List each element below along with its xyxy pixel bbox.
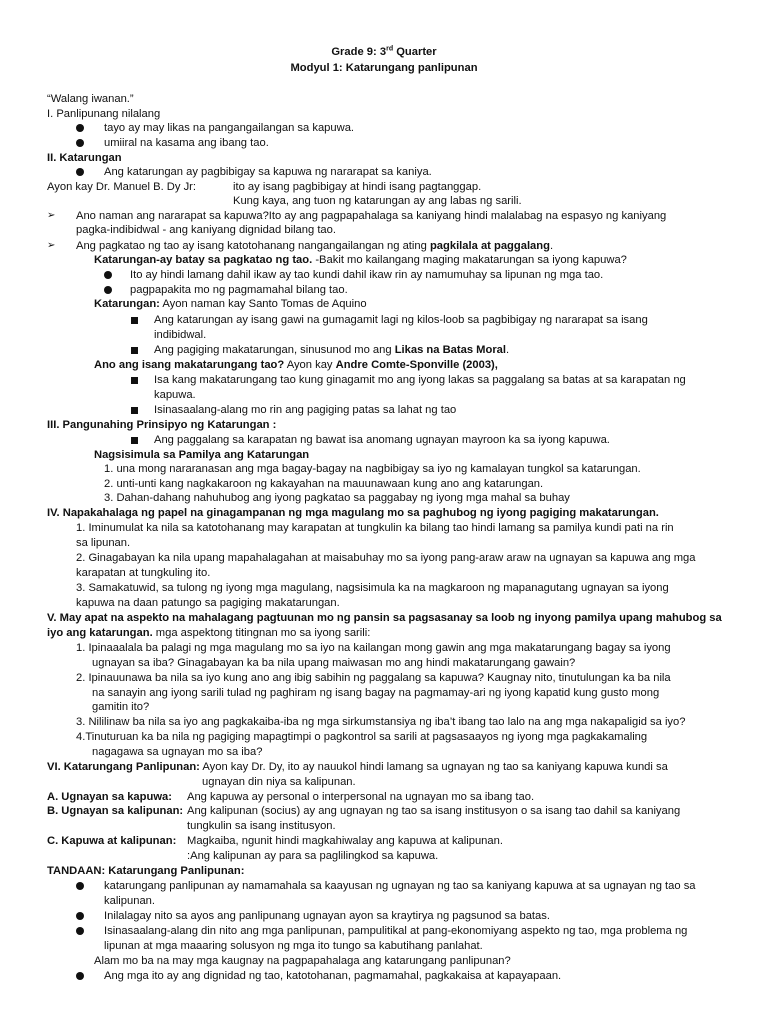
sub-heading: Katarungan-ay batay sa pagkatao ng tao. -Bakit mo kailangang maging makatarungan sa iyong kapuwa?: [94, 254, 627, 266]
section-6-heading-continued: ugnayan din niya sa kalipunan.: [202, 776, 356, 788]
list-item: katarungang panlipunan ay namamahala sa kaayusan ng ugnayan ng tao sa kaniyang kapuwa at sa ugnayan ng tao sa: [104, 880, 696, 892]
dy-label: Ayon kay Dr. Manuel B. Dy Jr:: [47, 181, 197, 193]
list-item: 1. Iminumulat ka nila sa katotohanang may karapatan at tungkulin ka bilang tao hindi lamang sa pamilya kundi pati na rin: [76, 522, 674, 534]
bullet-icon: [76, 136, 84, 151]
intro-quote: “Walang iwanan.”: [47, 93, 134, 105]
list-item: Ito ay hindi lamang dahil ikaw ay tao kundi dahil ikaw rin ay namumuhay sa lipunan ng mga tao.: [130, 269, 604, 281]
square-bullet-icon: [131, 433, 138, 448]
sub-heading: Katarungan: Ayon naman kay Santo Tomas de Aquino: [94, 298, 367, 310]
section-1-heading: I. Panlipunang nilalang: [47, 108, 161, 120]
list-item: 3. Dahan-dahang nahuhubog ang iyong pagkatao sa paggabay ng iyong mga mahal sa buhay: [104, 492, 570, 504]
list-item: 2. unti-unti kang nagkakaroon ng kakayahan na mauunawaan kung ano ang katarungan.: [104, 478, 544, 490]
sub-heading: Nagsisimula sa Pamilya ang Katarungan: [94, 449, 310, 461]
bullet-icon: [76, 924, 84, 939]
list-item: 2. Ipinauunawa ba nila sa iyo kung ano ang ibig sabihin ng paggalang sa kapuwa? Kaugnay nito, tinutulungan ka ba nila: [76, 672, 671, 684]
list-item: pagpapakita mo ng pagmamahal bilang tao.: [130, 284, 348, 296]
square-bullet-icon: [131, 343, 138, 358]
sub-heading: Ano ang isang makatarungang tao? Ayon kay Andre Comte-Sponville (2003),: [94, 359, 498, 371]
section-2-heading: II. Katarungan: [47, 152, 122, 164]
tandaan-heading: TANDAAN: Katarungang Panlipunan:: [47, 865, 245, 877]
arrow-bullet-icon: ➢: [47, 240, 56, 251]
term-definition: Ang kapuwa ay personal o interpersonal na ugnayan mo sa ibang tao.: [187, 791, 535, 803]
list-item-continued: lipunan at mga maaaring solusyon ng mga ito tungo sa kabutihang panlahat.: [104, 940, 483, 952]
bullet-icon: [76, 879, 84, 894]
list-item-continued: ugnayan sa iba? Ginagabayan ka ba nila upang maiwasan mo ang hindi makatarungang gawain?: [92, 657, 576, 669]
list-item: Inilalagay nito sa ayos ang panlipunang ugnayan ayon sa kraytirya ng pagsunod sa batas.: [104, 910, 550, 922]
list-item: 4.Tinuturuan ka ba nila ng pagiging mapagtimpi o pagkontrol sa sarili at pagsasaayos ng iyong mga pagkakamaling: [76, 731, 648, 743]
list-item-continued: karapatan at tungkuling ito.: [76, 567, 211, 579]
question-text: Alam mo ba na may mga kaugnay na pagpapahalaga ang katarungang panlipunan?: [94, 955, 511, 967]
list-item: 2. Ginagabayan ka nila upang mapahalagahan at maisabuhay mo sa iyong pang-araw araw na ugnayan sa kapuwa ang mga: [76, 552, 696, 564]
list-item: Ang paggalang sa karapatan ng bawat isa anomang ugnayan mayroon ka sa iyong kapuwa.: [154, 434, 610, 446]
list-item-continued: kapuwa na daan patungo sa pagiging makatarungan.: [76, 597, 340, 609]
list-item-continued: pagka-indibidwal - ang kaniyang dignidad bilang tao.: [76, 224, 336, 236]
list-item: Isa kang makatarungang tao kung ginagamit mo ang iyong lakas sa paggalang sa batas at sa karapatan ng: [154, 374, 686, 386]
list-item: 3. Samakatuwid, sa tulong ng iyong mga magulang, nagsisimula ka na magkaroon ng mapanagutang ugnayan sa iyong: [76, 582, 669, 594]
term-label: A. Ugnayan sa kapuwa:: [47, 791, 172, 803]
term-definition: tungkulin sa isang institusyon.: [187, 820, 336, 832]
list-item: Ang katarungan ay isang gawi na gumagamit lagi ng kilos-loob sa pagbibigay ng nararapat sa isang: [154, 314, 648, 326]
document-title: Modyul 1: Katarungang panlipunan: [290, 62, 478, 74]
list-item: Ano naman ang nararapat sa kapuwa?Ito ay ang pagpapahalaga sa kaniyang hindi malalabag na espasyo ng kaniyang: [76, 210, 667, 222]
bullet-icon: [104, 268, 112, 283]
list-item: 1. una mong nararanasan ang mga bagay-bagay na nagbibigay sa iyo ng kamalayan tungkol sa katarungan.: [104, 463, 641, 475]
section-3-heading: III. Pangunahing Prinsipyo ng Katarungan :: [47, 419, 277, 431]
square-bullet-icon: [131, 313, 138, 328]
section-5-heading: V. May apat na aspekto na mahalagang pagtuunan mo ng pansin sa pagsasanay sa loob ng inyong pamilya upang mahubog sa: [47, 612, 722, 624]
list-item-continued: kapuwa.: [154, 389, 196, 401]
document-grade-heading: Grade 9: 3rd Quarter: [331, 45, 437, 58]
section-6-heading: VI. Katarungang Panlipunan: Ayon kay Dr. Dy, ito ay nauukol hindi lamang sa ugnayan ng tao sa kaniyang kapuwa kundi sa: [47, 761, 668, 773]
dy-text: ito ay isang pagbibigay at hindi isang pagtanggap.: [233, 181, 482, 193]
arrow-bullet-icon: ➢: [47, 210, 56, 221]
term-definition: :Ang kalipunan ay para sa paglilingkod sa kapuwa.: [187, 850, 439, 862]
list-item: Isinasaalang-alang din nito ang mga panlipunan, pampulitikal at pang-ekonomiyang aspekto ng tao, mga problema ng: [104, 925, 688, 937]
section-5-heading-continued: iyo ang katarungan. mga aspektong titingnan mo sa iyong sarili:: [47, 627, 371, 639]
list-item: Isinasaalang-alang mo rin ang pagiging patas sa lahat ng tao: [154, 404, 457, 416]
list-item: umiiral na kasama ang ibang tao.: [104, 137, 269, 149]
list-item: 1. Ipinaaalala ba palagi ng mga magulang mo sa iyo na kailangan mong gawin ang mga makatarungang bagay sa iyong: [76, 642, 671, 654]
term-definition: Ang kalipunan (socius) ay ang ugnayan ng tao sa isang institusyon o sa isang tao dahil sa kaniyang: [187, 805, 681, 817]
bullet-icon: [76, 121, 84, 136]
list-item: Ang pagkatao ng tao ay isang katotohanang nangangailangan ng ating pagkilala at paggalang.: [76, 240, 554, 252]
bullet-icon: [104, 283, 112, 298]
section-4-heading: IV. Napakahalaga ng papel na ginagampanan ng mga magulang mo sa paghubog ng iyong pagiging makatarungan.: [47, 507, 659, 519]
term-definition: Magkaiba, ngunit hindi magkahiwalay ang kapuwa at kalipunan.: [187, 835, 503, 847]
list-item: Ang mga ito ay ang dignidad ng tao, katotohanan, pagmamahal, pagkakaisa at kapayapaan.: [104, 970, 562, 982]
list-item-continued: kalipunan.: [104, 895, 156, 907]
list-item-continued: nagagawa sa ugnayan mo sa iba?: [92, 746, 263, 758]
list-item-continued: sa lipunan.: [76, 537, 131, 549]
term-label: B. Ugnayan sa kalipunan:: [47, 805, 184, 817]
list-item-continued: indibidwal.: [154, 329, 207, 341]
bullet-icon: [76, 969, 84, 984]
square-bullet-icon: [131, 373, 138, 388]
list-item: Ang pagiging makatarungan, sinusunod mo ang Likas na Batas Moral.: [154, 344, 510, 356]
square-bullet-icon: [131, 403, 138, 418]
list-item-continued: gamitin ito?: [92, 701, 150, 713]
list-item: 3. Nililinaw ba nila sa iyo ang pagkakaiba-iba ng mga sirkumstansiya ng iba’t ibang tao lalo na ang mga nakapaligid sa iyo?: [76, 716, 686, 728]
list-item: Ang katarungan ay pagbibigay sa kapuwa ng nararapat sa kaniya.: [104, 166, 432, 178]
dy-text: Kung kaya, ang tuon ng katarungan ay ang labas ng sarili.: [233, 195, 522, 207]
list-item: tayo ay may likas na pangangailangan sa kapuwa.: [104, 122, 355, 134]
bullet-icon: [76, 165, 84, 180]
bullet-icon: [76, 909, 84, 924]
list-item-continued: na sanayin ang iyong sarili tulad ng paghiram ng isang bagay na pagmamay-ari ng iyong kapatid kung gusto mong: [92, 687, 660, 699]
term-label: C. Kapuwa at kalipunan:: [47, 835, 177, 847]
